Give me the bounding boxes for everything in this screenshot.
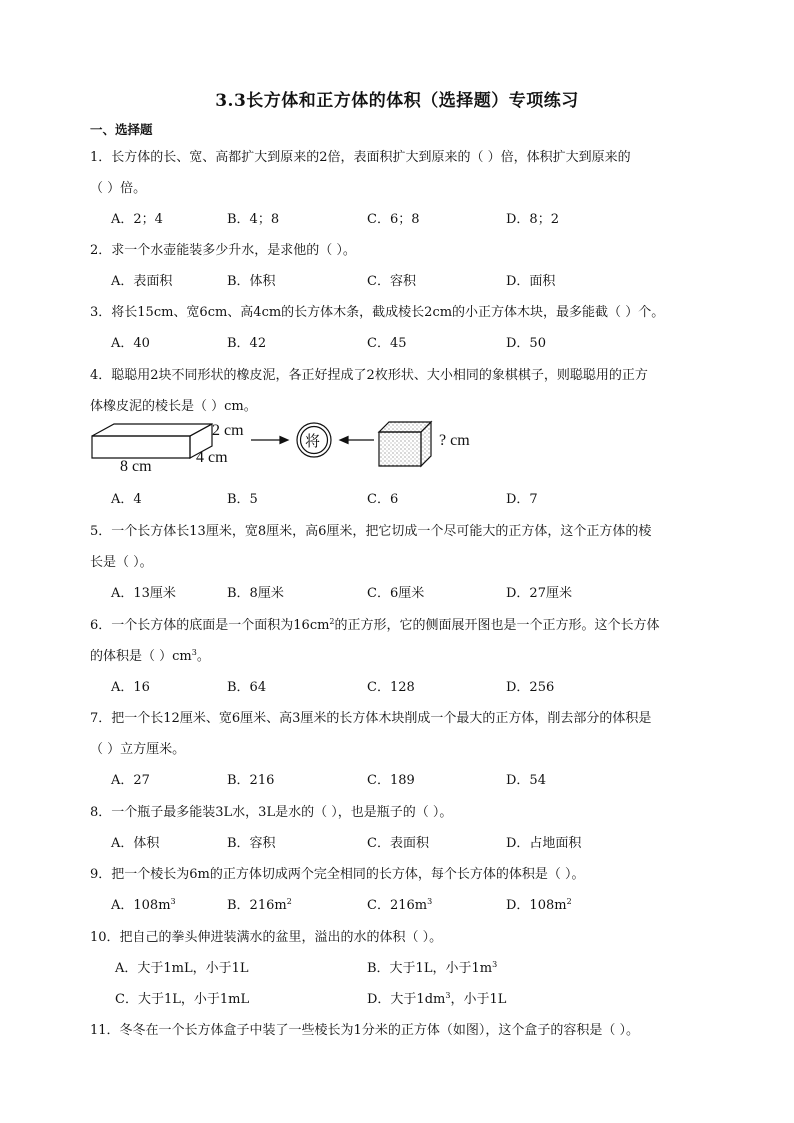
question-9-options (111, 894, 751, 914)
question-2-line-1: 2．求一个水壶能装多少升水，是求他的（ ）。 (90, 243, 356, 258)
q6-superscript: 3 (191, 648, 197, 657)
option-a[interactable]: A．27 (111, 773, 150, 788)
option-b[interactable]: B．8厘米 (227, 586, 284, 601)
option-a[interactable]: A．4 (111, 492, 142, 507)
cube-edge-label: ? cm (439, 432, 470, 449)
question-10-line-1: 10．把自己的拳头伸进装满水的盆里，溢出的水的体积（ ）。 (90, 930, 443, 945)
q6-text-part: 的正方形，它的侧面展开图也是一个正方形。这个长方体 (334, 618, 660, 633)
question-7-line-1: 7．把一个长12厘米、宽6厘米、高3厘米的长方体木块削成一个最大的正方体，削去部分的体积是 (90, 711, 652, 726)
option-b[interactable]: B．体积 (227, 274, 276, 289)
option-a[interactable]: A．体积 (111, 836, 160, 851)
question-5-options (111, 582, 751, 602)
option-superscript: 3 (445, 991, 451, 1000)
option-d[interactable]: D．54 (506, 773, 546, 788)
option-superscript: 3 (427, 897, 433, 906)
option-superscript: 3 (492, 960, 498, 969)
question-5-line-1: 5．一个长方体长13厘米，宽8厘米，高6厘米，把它切成一个尽可能大的正方体，这个正方体的棱 (90, 524, 652, 539)
question-5-line-2: 长是（ ）。 (90, 555, 153, 570)
option-superscript: 3 (170, 897, 176, 906)
option-b[interactable]: B．42 (227, 336, 267, 351)
option-d[interactable]: D．占地面积 (506, 836, 582, 851)
option-a[interactable] (115, 957, 249, 976)
cuboid-shape (92, 424, 212, 458)
option-b[interactable]: B．4；8 (227, 212, 280, 227)
arrow-left-icon (340, 437, 374, 444)
question-10-options-row-2 (111, 988, 751, 1008)
question-7-line-2: （ ）立方厘米。 (90, 742, 186, 757)
option-b[interactable] (227, 894, 292, 913)
question-3-options (111, 332, 751, 352)
option-a[interactable]: A．2；4 (111, 212, 163, 227)
question-4-line-1: 4．聪聪用2块不同形状的橡皮泥，各正好捏成了2枚形状、大小相同的象棋棋子，则聪聪用的正方 (90, 368, 648, 383)
option-c[interactable]: C．189 (367, 773, 415, 788)
option-text: C．大于1L，小于1mL (115, 992, 250, 1007)
question-8-line-1: 8．一个瓶子最多能装3L水，3L是水的（ ），也是瓶子的（ ）。 (90, 805, 453, 820)
option-b[interactable]: B．216 (227, 773, 275, 788)
option-c[interactable] (367, 894, 432, 913)
question-7-options (111, 769, 751, 789)
option-b[interactable]: B．64 (227, 680, 267, 695)
cuboid-height-label: 2 cm (212, 422, 244, 439)
option-text: B．216m (227, 898, 287, 913)
question-6-line-2 (90, 645, 210, 664)
page-title: 3.3长方体和正方体的体积（选择题）专项练习 (215, 91, 579, 111)
question-11-line-1: 11．冬冬在一个长方体盒子中装了一些棱长为1分米的正方体（如图），这个盒子的容积是（ ）。 (90, 1023, 639, 1038)
option-text: C．216m (367, 898, 428, 913)
option-d[interactable]: D．256 (506, 680, 555, 695)
question-4-line-2: 体橡皮泥的棱长是（ ）cm。 (90, 399, 257, 414)
question-1-line-1: 1．长方体的长、宽、高都扩大到原来的2倍，表面积扩大到原来的（ ）倍，体积扩大到原来的 (90, 150, 631, 165)
option-c[interactable] (115, 988, 249, 1007)
option-a[interactable]: A．40 (111, 336, 150, 351)
option-a[interactable]: A．表面积 (111, 274, 173, 289)
option-a[interactable]: A．16 (111, 680, 150, 695)
question-2-options (111, 270, 751, 290)
cuboid-width-label: 4 cm (196, 449, 228, 466)
option-c[interactable]: C．6 (367, 492, 399, 507)
question-10-options-row-1 (111, 957, 751, 977)
option-b[interactable]: B．5 (227, 492, 258, 507)
q6-text-part: 的体积是（ ）cm (90, 649, 192, 664)
option-c[interactable]: C．6厘米 (367, 586, 425, 601)
question-1-options (111, 208, 751, 228)
option-d[interactable] (506, 894, 572, 913)
q6-text-part: 6．一个长方体的底面是一个面积为16cm (90, 618, 330, 633)
option-superscript: 2 (566, 897, 572, 906)
question-9-line-1: 9．把一个棱长为6m的正方体切成两个完全相同的长方体，每个长方体的体积是（ ）。 (90, 867, 585, 882)
question-1-line-2: （ ）倍。 (90, 181, 147, 196)
option-text: A．108m (111, 898, 171, 913)
question-3-line-1: 3．将长15cm、宽6cm、高4cm的长方体木条，截成棱长2cm的小正方体木块，最多能截（ ）个。 (90, 305, 665, 320)
cuboid-length-label: 8 cm (120, 458, 152, 475)
option-text: A．大于1mL，小于1L (115, 961, 249, 976)
section-heading: 一、选择题 (90, 122, 153, 137)
option-a[interactable]: A．13厘米 (111, 586, 176, 601)
chess-piece-character: 将 (305, 434, 321, 450)
option-b[interactable]: B．容积 (227, 836, 276, 851)
cube-shape (379, 422, 431, 466)
option-b[interactable] (367, 957, 497, 976)
question-4-options (111, 488, 751, 508)
option-d[interactable]: D．8；2 (506, 212, 559, 227)
option-d[interactable]: D．50 (506, 336, 546, 351)
option-c[interactable]: C．6；8 (367, 212, 420, 227)
question-6-options (111, 676, 751, 696)
option-superscript: 2 (286, 897, 292, 906)
option-d[interactable]: D．27厘米 (506, 586, 572, 601)
option-c[interactable]: C．表面积 (367, 836, 429, 851)
question-6-line-1 (90, 614, 660, 633)
option-text: D．大于1dm (367, 992, 446, 1007)
option-d[interactable]: D．7 (506, 492, 538, 507)
option-c[interactable]: C．128 (367, 680, 415, 695)
question-4-figure (88, 420, 488, 476)
option-a[interactable] (111, 894, 176, 913)
option-text: ，小于1L (450, 992, 507, 1007)
option-d[interactable] (367, 988, 506, 1007)
q6-superscript: 2 (329, 617, 335, 626)
q6-text-part: 。 (196, 649, 210, 664)
option-c[interactable]: C．45 (367, 336, 407, 351)
question-8-options (111, 832, 751, 852)
option-c[interactable]: C．容积 (367, 274, 416, 289)
option-text: B．大于1L，小于1m (367, 961, 493, 976)
arrow-right-icon (251, 437, 288, 444)
option-d[interactable]: D．面积 (506, 274, 556, 289)
option-text: D．108m (506, 898, 567, 913)
